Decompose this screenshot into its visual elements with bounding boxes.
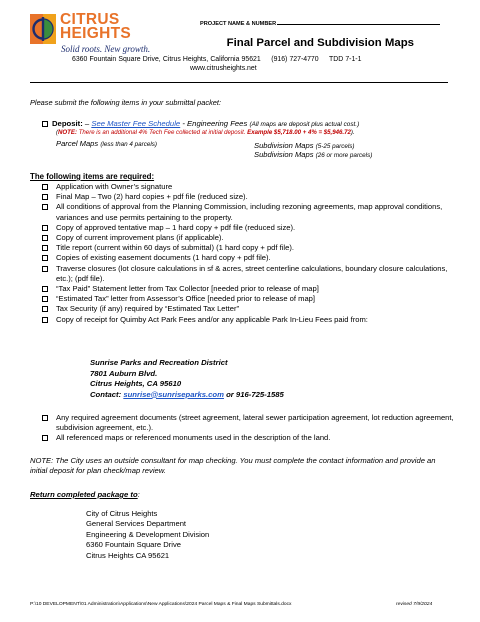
deposit-checkbox[interactable] — [42, 121, 48, 127]
footer-revised-date: revised 7/9/2024 — [396, 602, 433, 607]
requirements-list-continued — [42, 413, 454, 444]
engineering-fees-label: - Engineering Fees — [180, 119, 250, 128]
park-district-city: Citrus Heights, CA 95610 — [90, 379, 182, 388]
requirement-checkbox[interactable] — [42, 317, 48, 323]
park-district-name: Sunrise Parks and Recreation District — [90, 358, 228, 367]
requirement-text: Copy of approved tentative map – 1 hard copy + pdf file (reduced size). — [56, 222, 296, 232]
mailing-line: Engineering & Development Division — [86, 529, 210, 539]
requirements-heading: The following items are required: — [30, 172, 155, 181]
requirement-item — [42, 233, 454, 243]
requirement-checkbox[interactable] — [42, 225, 48, 231]
mailing-line: General Services Department — [86, 519, 187, 529]
requirement-item — [42, 284, 454, 294]
park-district-contact — [90, 358, 284, 400]
requirement-checkbox[interactable] — [42, 255, 48, 261]
requirement-text: Copy of receipt for Quimby Act Park Fees and/or any applicable Park In-Lieu Fees paid from: — [56, 314, 368, 324]
parcel-maps-range: (less than 4 parcels) — [100, 141, 158, 148]
park-district-street: 7801 Auburn Blvd. — [90, 368, 158, 378]
tech-fee-note-label: NOTE: — [58, 129, 77, 136]
subdivision-large-range: (26 or more parcels) — [315, 152, 373, 159]
project-name-blank-line — [277, 24, 440, 25]
requirement-item — [42, 315, 454, 325]
requirement-item — [42, 413, 454, 433]
requirement-item — [42, 294, 454, 304]
requirement-item — [42, 192, 454, 202]
requirement-checkbox[interactable] — [42, 245, 48, 251]
requirement-checkbox[interactable] — [42, 286, 48, 292]
deposit-label: Deposit: — [52, 119, 83, 128]
requirement-text: Traverse closures (lot closure calculations in sf & acres, street centerline calculations, boundary closure calculations, etc.); (pdf file). — [56, 263, 448, 283]
footer-file-path: P:\10 DEVELOPMENT\01 Administration\Applications\New Applications\2024 Parcel Maps & Final Maps Submittals.docx — [30, 602, 292, 607]
deposit-dash: – — [82, 119, 92, 128]
subdivision-small-range: (5-25 parcels) — [315, 143, 355, 150]
park-district-contact-line — [90, 390, 284, 401]
city-address: 6360 Fountain Square Drive, Citrus Heights, California 95621 (916) 727-4770 TDD 7-1-1 — [72, 56, 362, 63]
intro-text: Please submit the following items in your submittal packet: — [30, 98, 222, 107]
requirement-item — [42, 433, 454, 443]
requirement-item — [42, 264, 454, 284]
requirement-text: All conditions of approval from the Planning Commission, including rezoning agreements, map approval conditions, variances and use permits pertaining to the property. — [56, 202, 443, 222]
logo-word-citrus: CITRUS — [60, 11, 120, 28]
return-heading — [30, 490, 140, 500]
requirement-text: Copy of current improvement plans (if applicable). — [56, 233, 224, 243]
subdivision-small-label: Subdivision Maps — [254, 141, 316, 150]
requirement-checkbox[interactable] — [42, 266, 48, 272]
park-district-phone: or 916-725-1585 — [223, 389, 284, 399]
tech-fee-note — [56, 129, 355, 137]
requirement-text: Copies of existing easement documents (1 hard copy + pdf file). — [56, 253, 271, 263]
tech-fee-note-text: There is an additional 4% Tech Fee collected at initial deposit. — [77, 129, 248, 136]
logo-wordmark — [60, 13, 131, 41]
mailing-line: Citrus Heights CA 95621 — [86, 550, 170, 560]
tech-fee-example: Example $5,718.00 + 4% = $5,946.72 — [247, 129, 351, 136]
requirement-text: Any required agreement documents (street agreement, lateral sewer participation agreement, lot reduction agreement, subdivision agreement, etc.). — [56, 413, 454, 433]
logo-tagline: Solid roots. New growth. — [61, 44, 151, 54]
city-website: www.citrusheights.net — [190, 65, 257, 72]
deposit-cost-note: (All maps are deposit plus actual cost.) — [249, 121, 360, 128]
subdivision-maps-large-option — [254, 150, 372, 160]
subdivision-large-label: Subdivision Maps — [254, 150, 316, 159]
requirement-checkbox[interactable] — [42, 435, 48, 441]
park-district-email-link[interactable]: sunrise@sunriseparks.com — [123, 389, 224, 399]
requirement-checkbox[interactable] — [42, 296, 48, 302]
contact-label: Contact: — [90, 389, 124, 399]
tech-fee-close: ). — [350, 129, 355, 136]
mailing-line: 6360 Fountain Square Drive — [86, 540, 181, 550]
requirement-item — [42, 223, 454, 233]
parcel-maps-label: Parcel Maps — [56, 139, 101, 148]
requirement-item — [42, 304, 454, 314]
return-label: Return completed package to — [30, 490, 138, 499]
requirement-checkbox[interactable] — [42, 194, 48, 200]
requirement-text: Application with Owner’s signature — [56, 182, 173, 191]
master-fee-schedule-link[interactable]: See Master Fee Schedule — [91, 119, 181, 128]
requirement-item — [42, 253, 454, 263]
parcel-maps-option — [56, 139, 157, 149]
citrus-heights-logo-mark-icon — [30, 14, 56, 44]
project-name-label: PROJECT NAME & NUMBER — [200, 21, 277, 27]
consultant-note: NOTE: The City uses an outside consultant for map checking. You must complete the contact information and provide an initial deposit for plan check/map review. — [30, 456, 436, 476]
project-name-field — [200, 21, 440, 28]
header-divider — [30, 82, 448, 83]
requirement-checkbox[interactable] — [42, 235, 48, 241]
requirement-text: Title report (current within 60 days of submittal) (1 hard copy + pdf file). — [56, 243, 294, 253]
requirement-checkbox[interactable] — [42, 204, 48, 210]
logo-word-heights: HEIGHTS — [60, 25, 131, 42]
requirement-text: All referenced maps or referenced monuments used in the description of the land. — [56, 433, 331, 443]
tech-fee-open: ( — [56, 129, 59, 136]
requirement-item — [42, 202, 454, 222]
return-colon: : — [137, 490, 140, 499]
requirement-text: “Tax Paid” Statement letter from Tax Collector [needed prior to release of map] — [56, 284, 319, 294]
requirement-text: “Estimated Tax” letter from Assessor’s Office [needed prior to release of map] — [56, 294, 316, 304]
deposit-item — [42, 119, 462, 129]
requirement-checkbox[interactable] — [42, 306, 48, 312]
requirements-list — [42, 182, 454, 325]
requirement-text: Tax Security (if any) required by “Estimated Tax Letter” — [56, 304, 240, 314]
requirement-text: Final Map – Two (2) hard copies + pdf file (reduced size). — [56, 192, 248, 202]
city-logo — [30, 11, 158, 58]
requirement-item — [42, 243, 454, 253]
requirement-checkbox[interactable] — [42, 184, 48, 190]
mailing-line: City of Citrus Heights — [86, 509, 158, 518]
requirement-checkbox[interactable] — [42, 415, 48, 421]
page-title: Final Parcel and Subdivision Maps — [226, 37, 414, 49]
mailing-address — [86, 509, 209, 561]
requirement-item — [42, 182, 454, 192]
